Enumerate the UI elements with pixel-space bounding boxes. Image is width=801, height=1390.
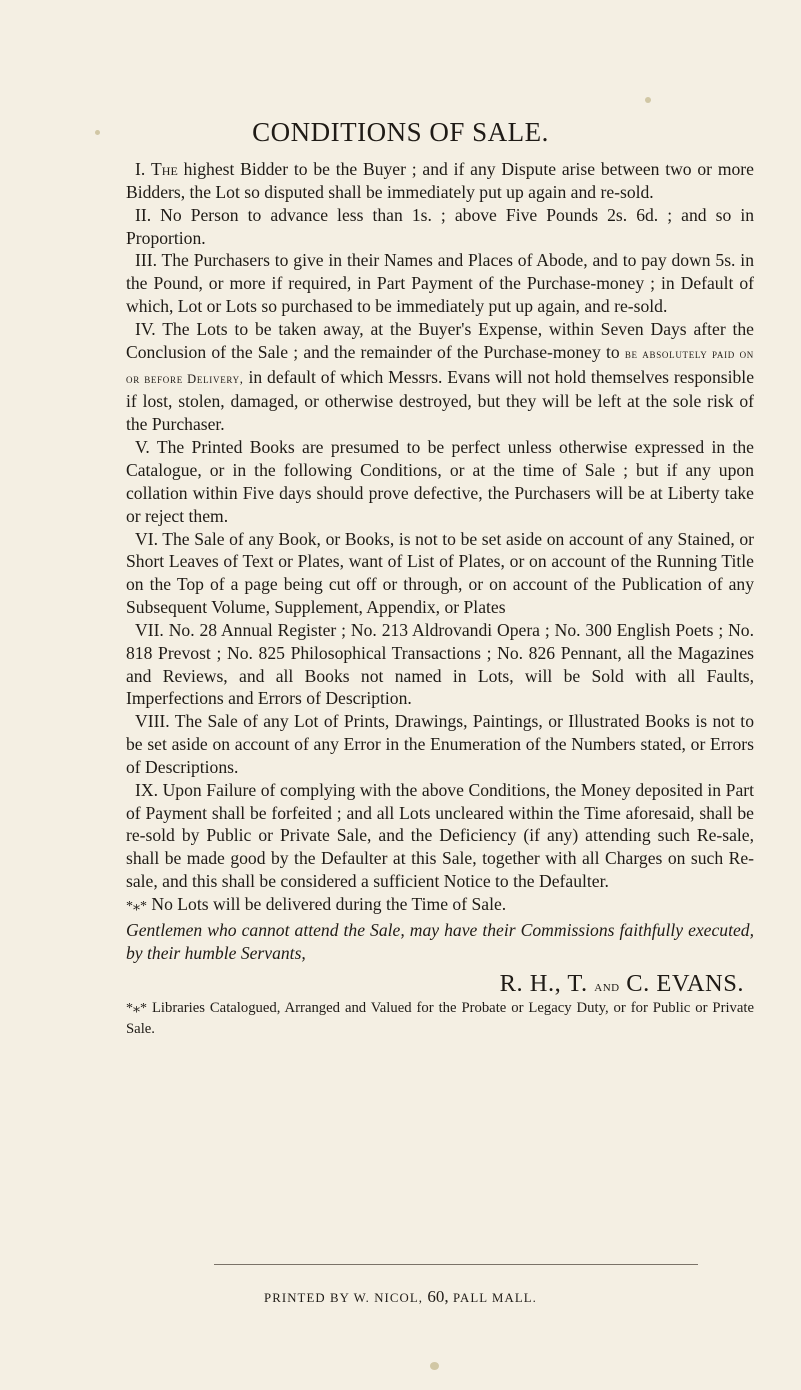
conditions-body [126, 158, 754, 1039]
condition-7: VII. No. 28 Annual Register ; No. 213 Aldrovandi Opera ; No. 300 English Poets ; No. 818 Prevost ; No. 825 Philosophical Transactions ; No. 826 Pennant, all the Magazines and Reviews, and all Books not named in Lots, will be Sold with all Faults, Imperfections and Errors of Description. [126, 619, 754, 709]
commission-note: Gentlemen who cannot attend the Sale, may have their Commissions faithfully executed, by their humble Servants, [126, 919, 754, 963]
printer-number: 60, [427, 1287, 449, 1306]
delivery-note [126, 893, 754, 919]
auctioneer-signature [126, 969, 754, 999]
printer-imprint [0, 1287, 801, 1307]
signature-part-1: R. H., T. [499, 969, 588, 997]
condition-1 [126, 158, 754, 204]
condition-3: III. The Purchasers to give in their Names and Places of Abode, and to pay down 5s. in the Pound, or more if required, in Part Payment of the Purchase-money ; in Default of which, Lot or Lots so purchased to be immediately put up again, and re-sold. [126, 250, 754, 317]
paper-stain [430, 1362, 439, 1370]
condition-1-text: highest Bidder to be the Buyer ; and if any Dispute arise between two or more Bidders, the Lot so disputed shall be immediately put up again and re-sold. [126, 159, 754, 202]
delivery-note-text: No Lots will be delivered during the Time of Sale. [151, 894, 507, 914]
condition-1-numeral: I. [135, 159, 146, 179]
condition-8: VIII. The Sale of any Lot of Prints, Drawings, Paintings, or Illustrated Books is not to be set aside on account of any Error in the Enumeration of the Numbers stated, or Errors of Descriptions. [126, 711, 754, 777]
libraries-note-text: Libraries Catalogued, Arranged and Valued for the Probate or Legacy Duty, or for Public or Private Sale. [126, 1000, 754, 1038]
condition-4-text-a: IV. The Lots to be taken away, at the Buyer's Expense, within Seven Days after the Conclusion of the Sale ; and the remainder of the Purchase-money to [126, 318, 754, 362]
condition-5: V. The Printed Books are presumed to be perfect unless otherwise expressed in the Catalogue, or in the following Conditions, or at the time of Sale ; but if any upon collation within Five days should prove defective, the Purchasers will be at Liberty take or reject them. [126, 437, 754, 526]
footer-rule [214, 1264, 698, 1265]
condition-9: IX. Upon Failure of complying with the above Conditions, the Money deposited in Part of Payment shall be forfeited ; and all Lots uncleared within the Time aforesaid, shall be re-sold by Public or Private Sale, and the Deficiency (if any) attending such Re-sale, shall be made good by the Defaulter at this Sale, together with all Charges on such Re-sale, and this shall be considered a sufficient Notice to the Defaulter. [126, 779, 754, 892]
page-title: CONDITIONS OF SALE. [252, 117, 549, 147]
signature-and: and [594, 978, 620, 995]
condition-6: VI. The Sale of any Book, or Books, is not to be set aside on account of any Stained, or Short Leaves of Text or Plates, want of List of Plates, or on account of the Running Title on the Top of a page being cut off or through, or on account of the Publication of any Subsequent Volume, Supplement, Appendix, or Plates [126, 528, 754, 618]
printer-prefix: PRINTED BY W. NICOL, [264, 1291, 424, 1305]
paper-stain [645, 97, 651, 103]
signature-part-2: C. EVANS. [626, 969, 744, 997]
condition-4-emphasis: be absolutely paid on or before Delivery, [126, 346, 754, 386]
printer-suffix: PALL MALL. [452, 1291, 537, 1305]
libraries-note [126, 998, 754, 1039]
condition-1-lead: The [151, 159, 178, 179]
condition-4 [126, 318, 754, 436]
condition-4-text-b: in default of which Messrs. Evans will not hold themselves responsible if lost, stolen, damaged, or otherwise destroyed, but they will be left at the sole risk of the Purchaser. [126, 366, 754, 435]
asterism-mark: *⁎* [126, 899, 147, 914]
condition-2: II. No Person to advance less than 1s. ; above Five Pounds 2s. 6d. ; and so in Proportion. [126, 204, 754, 248]
asterism-mark: *⁎* [126, 1001, 147, 1017]
